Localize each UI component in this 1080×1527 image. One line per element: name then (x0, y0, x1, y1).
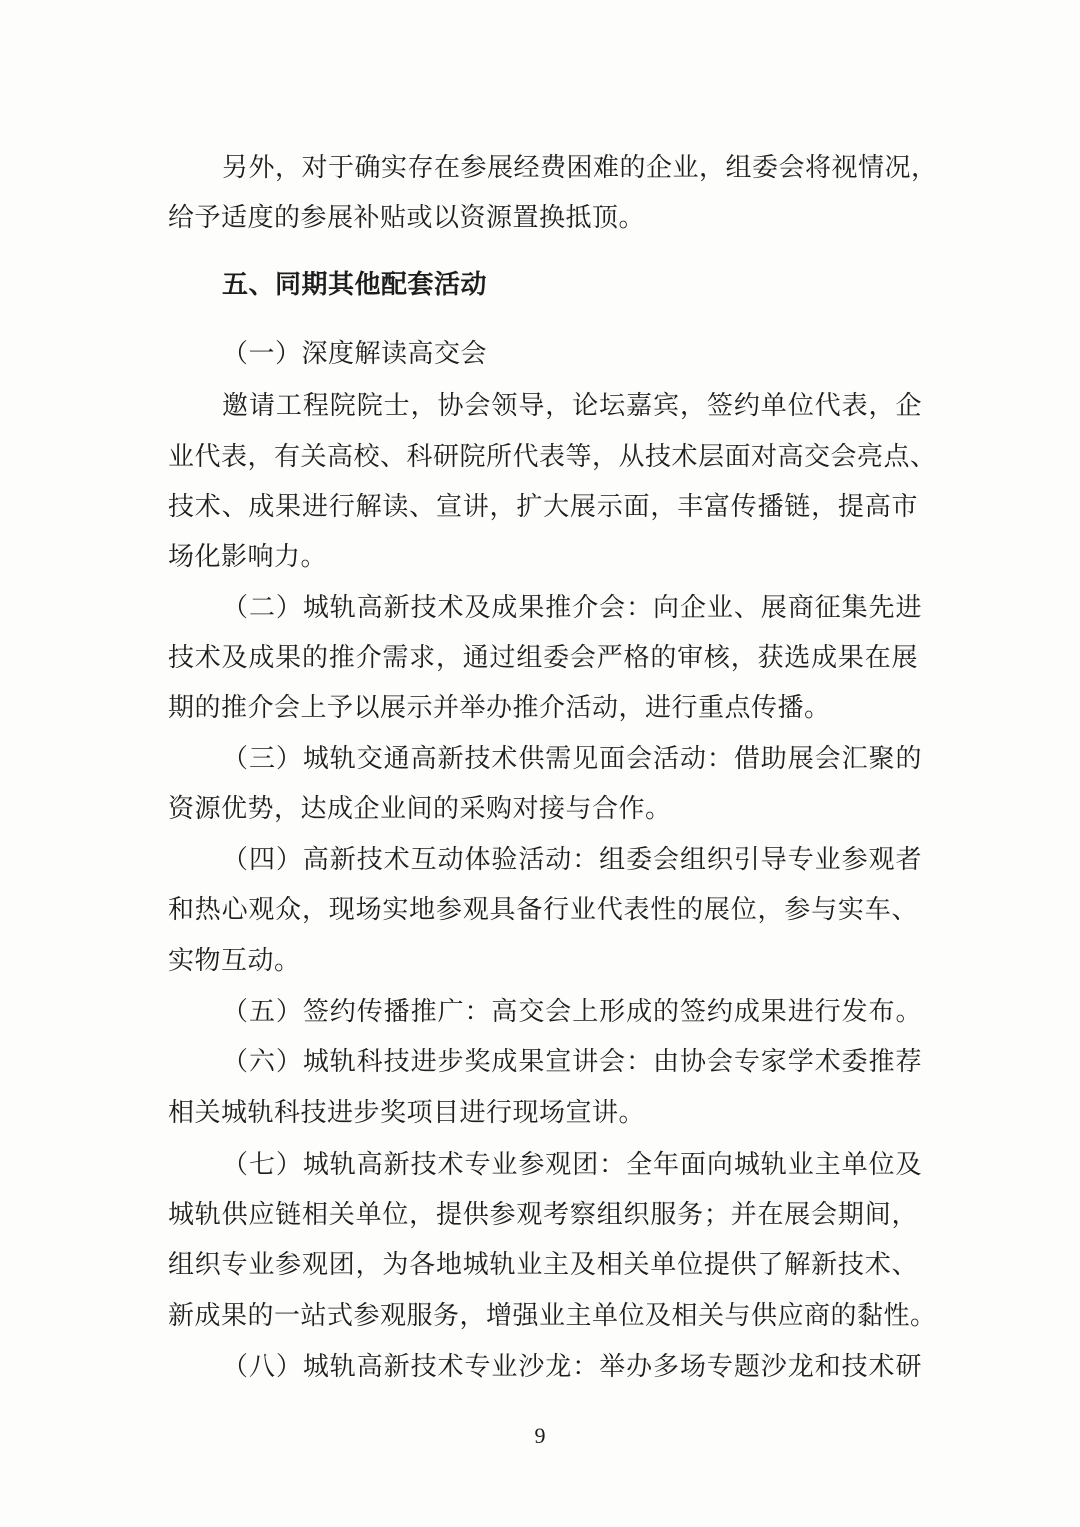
paragraph-line: 给予适度的参展补贴或以资源置换抵顶。 (168, 203, 646, 233)
section-heading: 五、同期其他配套活动 (222, 270, 488, 300)
paragraph-line: （七）城轨高新技术专业参观团：全年面向城轨业主单位及 (222, 1150, 922, 1180)
paragraph-line: 期的推介会上予以展示并举办推介活动，进行重点传播。 (168, 693, 831, 723)
paragraph-line: 组织专业参观团，为各地城轨业主及相关单位提供了解新技术、 (168, 1250, 918, 1280)
paragraph-line: 新成果的一站式参观服务，增强业主单位及相关与供应商的黏性。 (168, 1301, 937, 1331)
paragraph-line: （五）签约传播推广：高交会上形成的签约成果进行发布。 (222, 997, 922, 1027)
paragraph-line: 相关城轨科技进步奖项目进行现场宣讲。 (168, 1098, 646, 1128)
paragraph-line: 邀请工程院院士，协会领导，论坛嘉宾，签约单位代表，企 (222, 391, 922, 421)
paragraph-line: （四）高新技术互动体验活动：组委会组织引导专业参观者 (222, 845, 922, 875)
paragraph-line: 资源优势，达成企业间的采购对接与合作。 (168, 794, 672, 824)
paragraph-line: 实物互动。 (168, 946, 301, 976)
subsection-title: （一）深度解读高交会 (222, 339, 488, 369)
page-number: 9 (534, 1423, 546, 1448)
paragraph-line: 城轨供应链相关单位，提供参观考察组织服务；并在展会期间， (168, 1200, 918, 1230)
paragraph-line: 业代表，有关高校、科研院所代表等，从技术层面对高交会亮点、 (168, 442, 937, 472)
paragraph-line: 技术及成果的推介需求，通过组委会严格的审核，获选成果在展 (168, 643, 918, 673)
paragraph-line: 技术、成果进行解读、宣讲，扩大展示面，丰富传播链，提高市 (168, 492, 918, 522)
paragraph-line: （二）城轨高新技术及成果推介会：向企业、展商征集先进 (222, 593, 922, 623)
paragraph-line: （八）城轨高新技术专业沙龙：举办多场专题沙龙和技术研 (222, 1352, 922, 1382)
paragraph-line: 场化影响力。 (168, 542, 328, 572)
paragraph-line: 另外，对于确实存在参展经费困难的企业，组委会将视情况， (222, 153, 938, 183)
paragraph-line: （六）城轨科技进步奖成果宣讲会：由协会专家学术委推荐 (222, 1047, 922, 1077)
paragraph-line: 和热心观众，现场实地参观具备行业代表性的展位，参与实车、 (168, 895, 918, 925)
paragraph-line: （三）城轨交通高新技术供需见面会活动：借助展会汇聚的 (222, 744, 922, 774)
